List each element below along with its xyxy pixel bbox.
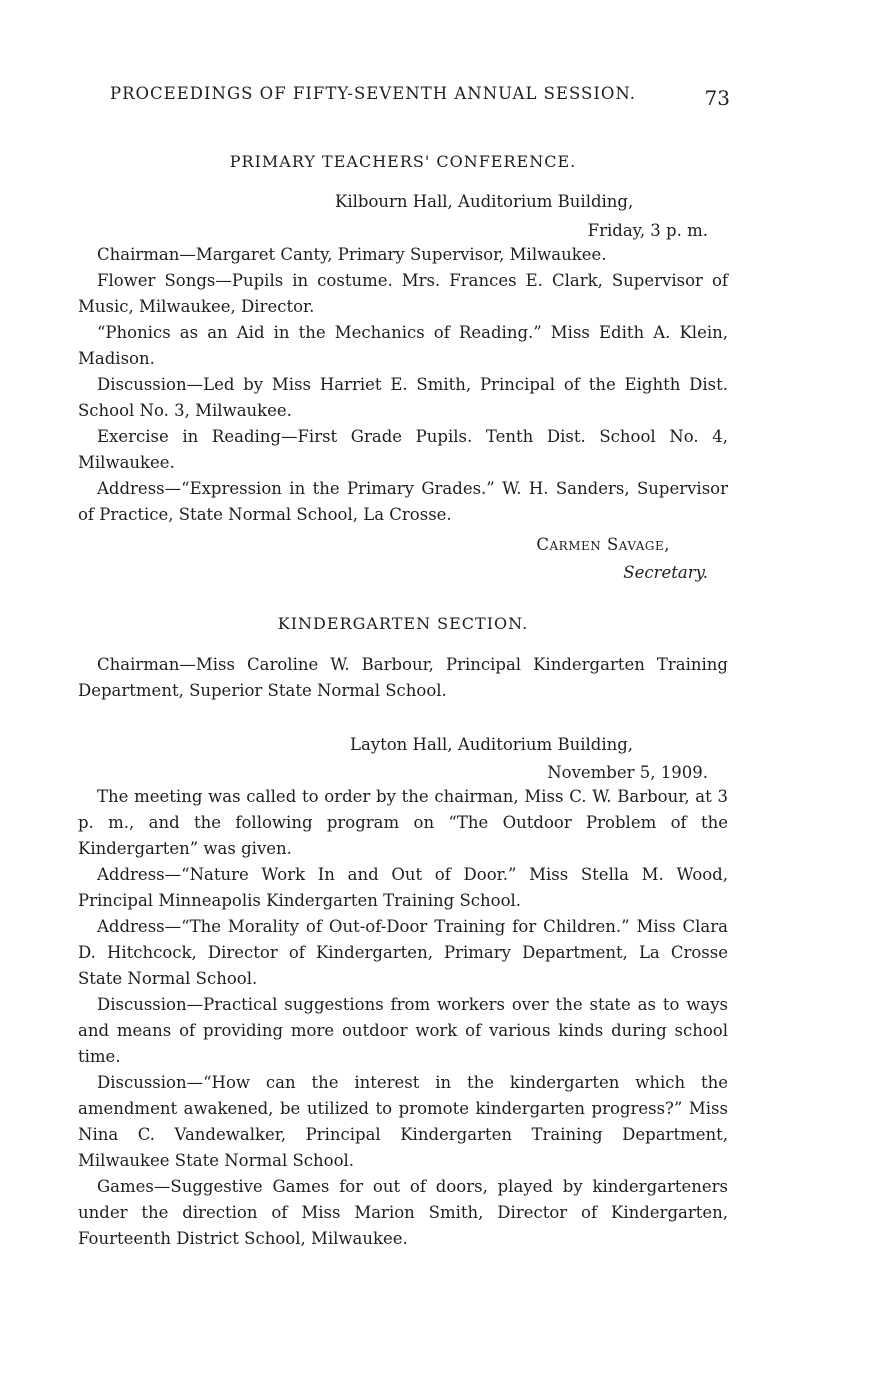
secretary-title: Secretary.	[623, 563, 708, 582]
primary-time: Friday, 3 p. m.	[587, 221, 708, 240]
kindergarten-chairman	[78, 652, 728, 704]
running-head	[110, 84, 730, 110]
program-item: “Phonics as an Aid in the Mechanics of Reading.” Miss Edith A. Klein, Madison.	[78, 323, 728, 368]
program-item: The meeting was called to order by the chairman, Miss C. W. Barbour, at 3 p. m., and the following program on “The Outdoor Problem of the Kindergarten” was given.	[78, 787, 728, 858]
primary-location: Kilbourn Hall, Auditorium Building,	[335, 192, 634, 211]
program-item: Exercise in Reading—First Grade Pupils. Tenth Dist. School No. 4, Milwaukee.	[78, 427, 728, 472]
program-item: Discussion—Led by Miss Harriet E. Smith, Principal of the Eighth Dist. School No. 3, Milwaukee.	[78, 375, 728, 420]
program-item: Address—“Expression in the Primary Grades.” W. H. Sanders, Supervisor of Practice, State Normal School, La Crosse.	[78, 479, 728, 524]
program-item: Address—“Nature Work In and Out of Door.” Miss Stella M. Wood, Principal Minneapolis Kindergarten Training School.	[78, 865, 728, 910]
chairman-paragraph: Chairman—Miss Caroline W. Barbour, Principal Kindergarten Training Department, Superior State Normal School.	[78, 655, 728, 700]
program-item: Flower Songs—Pupils in costume. Mrs. Frances E. Clark, Supervisor of Music, Milwaukee, Director.	[78, 271, 728, 316]
kindergarten-date: November 5, 1909.	[547, 763, 708, 782]
program-item: Discussion—Practical suggestions from workers over the state as to ways and means of providing more outdoor work of various kinds during school time.	[78, 995, 728, 1066]
kindergarten-location: Layton Hall, Auditorium Building,	[350, 735, 634, 754]
secretary-name: Carmen Savage,	[536, 535, 670, 554]
primary-program	[78, 242, 728, 528]
kindergarten-program	[78, 784, 728, 1252]
running-head-title: PROCEEDINGS OF FIFTY-SEVENTH ANNUAL SESSION.	[110, 84, 637, 103]
kindergarten-section-heading: KINDERGARTEN SECTION.	[277, 614, 529, 633]
program-item: Games—Suggestive Games for out of doors, played by kindergarteners under the direction of Miss Marion Smith, Director of Kindergarten, Fourteenth District School, Milwaukee.	[78, 1177, 728, 1248]
program-item: Address—“The Morality of Out-of-Door Training for Children.” Miss Clara D. Hitchcock, Director of Kindergarten, Primary Department, La Crosse State Normal School.	[78, 917, 728, 988]
program-item: Chairman—Margaret Canty, Primary Supervisor, Milwaukee.	[97, 245, 607, 264]
page-number: 73	[704, 86, 730, 110]
program-item: Discussion—“How can the interest in the kindergarten which the amendment awakened, be utilized to promote kindergarten progress?” Miss Nina C. Vandewalker, Principal Kindergarten Training Department, Milwaukee State Normal School.	[78, 1073, 728, 1170]
primary-section-heading: PRIMARY TEACHERS' CONFERENCE.	[229, 152, 577, 171]
